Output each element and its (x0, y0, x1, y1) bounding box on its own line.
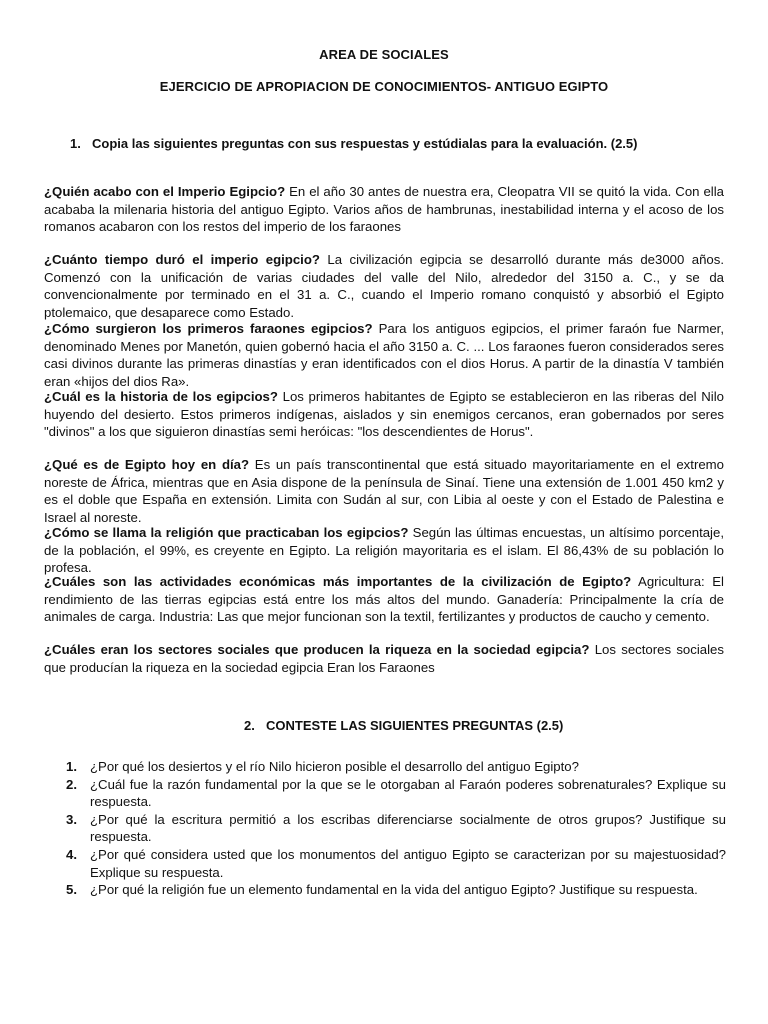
qa-item (44, 320, 724, 390)
qa-item (44, 183, 724, 236)
list-item (66, 811, 726, 846)
question-text: ¿Por qué la religión fue un elemento fundamental en la vida del antiguo Egipto? Justifique su respuesta. (90, 882, 698, 898)
question-number: 3. (66, 811, 77, 827)
question-text: ¿Por qué considera usted que los monumentos del antiguo Egipto se caracterizan por su majestuosidad? Explique su respuesta. (90, 846, 726, 880)
section-1-number: 1. (70, 136, 81, 151)
section-2-number: 2. (244, 718, 255, 733)
question-number: 1. (66, 759, 77, 774)
question-text: ¿Por qué la escritura permitió a los escribas diferenciarse socialmente de otros grupos? Justifique su respuesta. (90, 811, 726, 845)
section-1-heading (70, 136, 637, 151)
question-text: ¿Cuál fue la razón fundamental por la que se le otorgaban al Faraón poderes sobrenaturales? Explique su respuesta. (90, 776, 726, 810)
qa-item (44, 456, 724, 526)
qa-question: ¿Cuáles eran los sectores sociales que producen la riqueza en la sociedad egipcia? (44, 642, 590, 657)
list-item (66, 846, 726, 881)
list-item (66, 758, 726, 776)
qa-question: ¿Cómo surgieron los primeros faraones egipcios? (44, 321, 373, 336)
qa-question: ¿Cuál es la historia de los egipcios? (44, 389, 278, 404)
qa-answer: Agricultura: El rendimiento de las tierras egipcias está entre los más altos del mundo. Ganadería: Principalmente la cría de animales de carga. Industria: Las que mejor funcionan son la textil, fertilizantes y productos de caucho y cemento. (44, 574, 724, 625)
question-number: 2. (66, 776, 77, 792)
list-item (66, 776, 726, 811)
area-title: AREA DE SOCIALES (319, 47, 449, 62)
qa-question: ¿Cuánto tiempo duró el imperio egipcio? (44, 252, 320, 267)
exercise-title: EJERCICIO DE APROPIACION DE CONOCIMIENTOS- ANTIGUO EGIPTO (159, 79, 609, 94)
qa-question: ¿Qué es de Egipto hoy en día? (44, 457, 250, 472)
section-2-heading (244, 718, 563, 733)
qa-item (44, 641, 724, 676)
list-item (66, 881, 726, 899)
qa-question: ¿Cómo se llama la religión que practicaban los egipcios? (44, 525, 409, 540)
qa-question: ¿Quién acabo con el Imperio Egipcio? (44, 184, 286, 199)
qa-answer: Los primeros habitantes de Egipto se establecieron en las riberas del Nilo huyendo del desierto. Estos primeros indígenas, aislados y sin enemigos cercanos, eran gobernados por seres "divinos" a los que siguieron dinastías semi heróicas: "los descendientes de Horus". (44, 389, 724, 440)
question-number: 4. (66, 846, 77, 862)
section-1-title: Copia las siguientes preguntas con sus respuestas y estúdialas para la evaluación. (2.5) (92, 136, 638, 151)
section-2-title: CONTESTE LAS SIGUIENTES PREGUNTAS (2.5) (266, 718, 564, 733)
qa-answer: Los sectores sociales que producían la riqueza en la sociedad egipcia Eran los Faraones (44, 642, 724, 675)
question-text: ¿Por qué los desiertos y el río Nilo hicieron posible el desarrollo del antiguo Egipto? (90, 759, 579, 774)
qa-item (44, 573, 724, 626)
question-list (66, 758, 726, 899)
qa-item (44, 251, 724, 321)
qa-answer: En el año 30 antes de nuestra era, Cleopatra VII se quitó la vida. Con ella acababa la milenaria historia del antiguo Egipto. Varios años de hambrunas, inestabilidad interna y el acoso de los romanos acabaron con los restos del imperio de los faraones (44, 184, 724, 235)
qa-answer: Según las últimas encuestas, un altísimo porcentaje, de la población, el 99%, es creyente en Egipto. La religión mayoritaria es el islam. El 86,43% de su población lo profesa. (44, 525, 724, 576)
qa-answer: Es un país transcontinental que está situado mayoritariamente en el extremo noreste de África, mientras que en Asia dispone de la península de Sinaí. Tiene una extensión de 1.001 450 km2 y es el doble que España en extensión. Limita con Sudán al sur, con Libia al oeste y con el Estado de Palestina e Israel al noreste. (44, 457, 724, 525)
qa-answer: Para los antiguos egipcios, el primer faraón fue Narmer, denominado Menes por Manetón, quien gobernó hacia el año 3150 a. C. ... Los faraones fueron considerados seres casi divinos durante las primeras dinastías y eran identificados con el dios Horus. A partir de la dinastía V también eran «hijos del dios Ra». (44, 321, 724, 389)
question-number: 5. (66, 882, 77, 898)
qa-question: ¿Cuáles son las actividades económicas más importantes de la civilización de Egipto? (44, 574, 632, 589)
qa-answer: La civilización egipcia se desarrolló durante más de3000 años. Comenzó con la unificación de varias ciudades del valle del Nilo, alrededor del 3150 a. C., y se da convencionalmente por terminado en el 31 a. C., cuando el Imperio romano conquistó y absorbió el Egipto ptolemaico, que desaparece como Estado. (44, 252, 725, 320)
qa-item (44, 524, 724, 577)
qa-item (44, 388, 724, 441)
